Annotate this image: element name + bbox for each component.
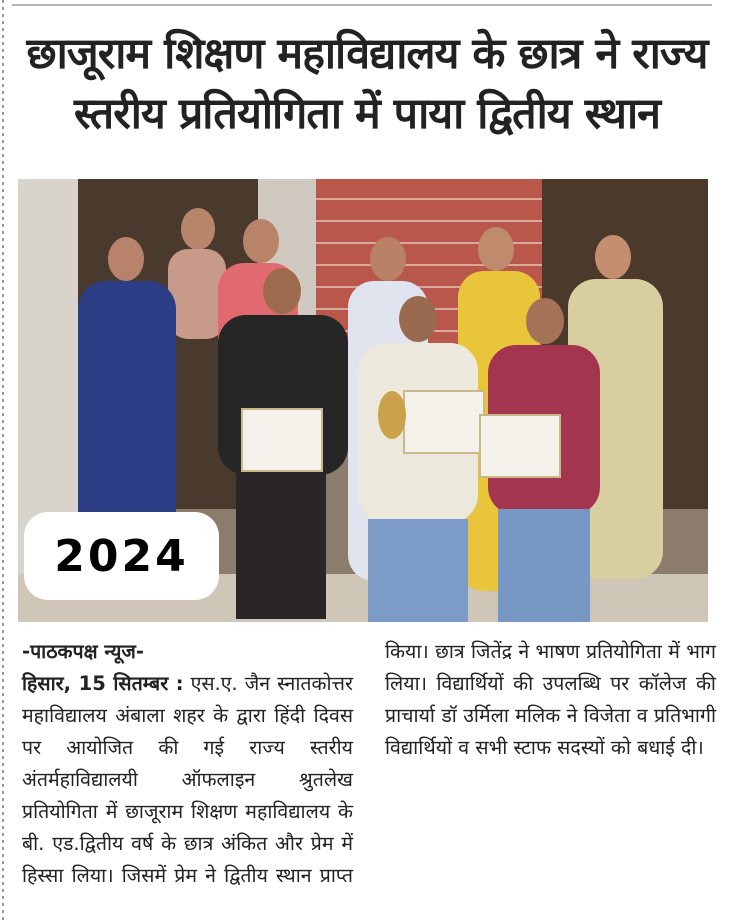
byline: -पाठकपक्ष न्यूज- bbox=[22, 640, 144, 663]
page-edge-dotted-line bbox=[2, 0, 4, 920]
dateline: हिसार, 15 सितम्बर : bbox=[22, 672, 184, 695]
headline bbox=[14, 24, 720, 144]
headline-line-2: स्तरीय प्रतियोगिता में पाया द्वितीय स्थान bbox=[73, 89, 661, 139]
article-text: एस.ए. जैन स्नातकोत्तर महाविद्यालय अंबाला शहर के द्वारा हिंदी दिवस पर आयोजित की गई राज्य स्तरीय अंतर्महाविद्यालयी ऑफलाइन श्रुतलेख प्रतियोगिता में छाजूराम शिक्षण महाविद्यालय के बी. एड.द्वितीय वर्ष के छात्र अंकित और प्रेम में हिस्सा लिया। जिसमें प्रेम ने द्वितीय स्थान प्राप्त किया। छात्र जितेंद्र ने भाषण प्रतियोगिता में भाग लिया। विद्यार्थियों की उपलब्धि पर कॉलेज की प्राचार्या डॉ उर्मिला मलिक ने विजेता व प्रतिभागी विद्यार्थियों व सभी स्टाफ सदस्यों को बधाई दी। bbox=[22, 640, 716, 887]
article-paragraph bbox=[22, 636, 716, 906]
year-badge: 2024 bbox=[24, 512, 219, 600]
headline-line-1: छाजूराम शिक्षण महाविद्यालय के छात्र ने राज्य bbox=[26, 29, 708, 79]
top-divider bbox=[12, 4, 712, 6]
article-body bbox=[22, 636, 716, 906]
